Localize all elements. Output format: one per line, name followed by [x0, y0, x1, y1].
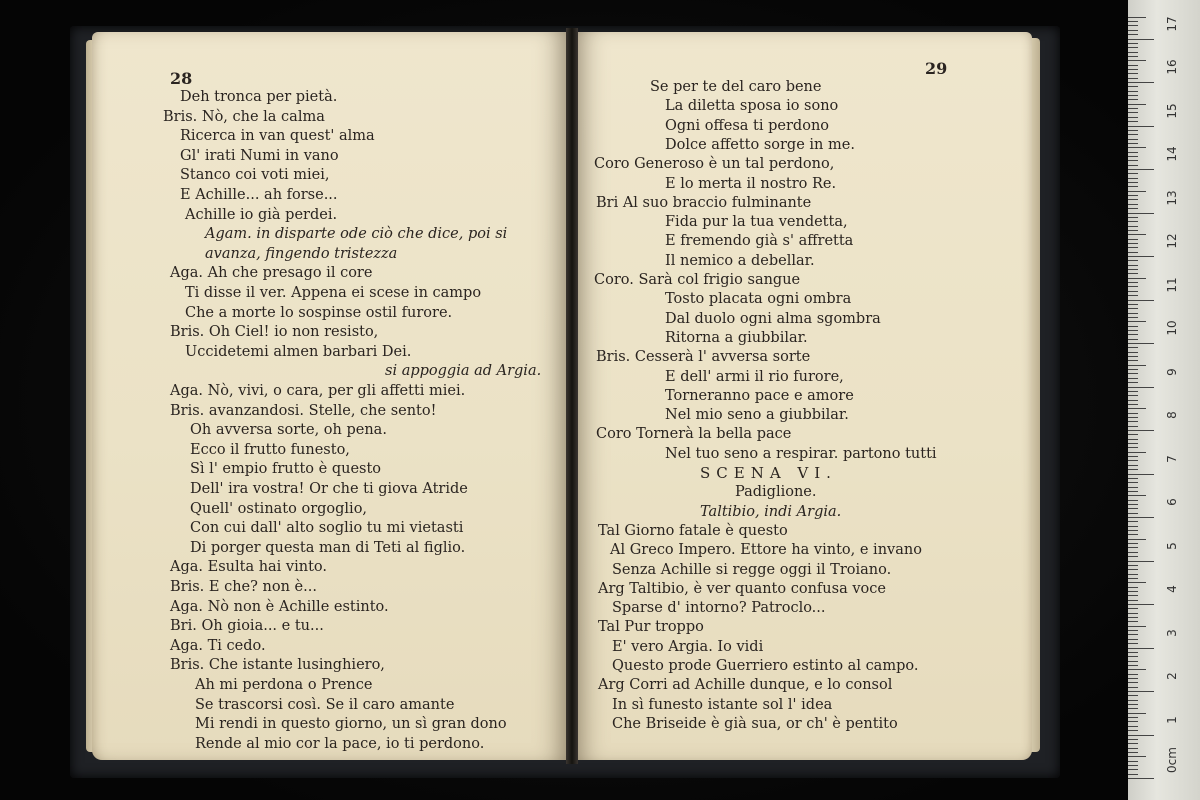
- ruler-tick: [1128, 443, 1138, 444]
- ruler-tick: [1128, 552, 1138, 553]
- ruler-tick: [1128, 591, 1138, 592]
- ruler-tick: [1128, 313, 1138, 314]
- ruler-tick: [1128, 547, 1138, 548]
- ruler-tick: [1128, 278, 1146, 279]
- text-line: Se per te del caro bene: [650, 79, 822, 95]
- text-line: Arg Taltibio, è ver quanto confusa voce: [598, 580, 886, 597]
- ruler-tick: [1128, 95, 1138, 96]
- ruler-tick: [1128, 687, 1138, 688]
- text-line: Bris. Che istante lusinghiero,: [170, 657, 385, 674]
- ruler-tick: [1128, 282, 1138, 283]
- ruler-tick: [1128, 661, 1138, 662]
- ruler-tick: [1128, 487, 1138, 488]
- ruler-tick: [1128, 413, 1138, 414]
- ruler-tick: [1128, 565, 1138, 566]
- ruler-tick: [1128, 130, 1138, 131]
- ruler-label: 3: [1165, 628, 1179, 637]
- text-line: Ricerca in van quest' alma: [180, 128, 375, 145]
- ruler-tick: [1128, 574, 1138, 575]
- ruler-tick: [1128, 56, 1138, 57]
- ruler-tick: [1128, 569, 1138, 570]
- ruler-tick: [1128, 308, 1138, 309]
- ruler-tick: [1128, 447, 1138, 448]
- ruler-tick: [1128, 204, 1138, 205]
- ruler-tick: [1128, 735, 1154, 736]
- ruler-label: 15: [1165, 102, 1179, 119]
- measuring-ruler: [1128, 0, 1200, 800]
- ruler-tick: [1128, 721, 1138, 722]
- ruler-tick: [1128, 421, 1138, 422]
- text-line: Nel tuo seno a respirar. partono tutti: [665, 445, 937, 462]
- ruler-tick: [1128, 752, 1138, 753]
- ruler-tick: [1128, 774, 1138, 775]
- text-line: Torneranno pace e amore: [665, 387, 854, 404]
- ruler-tick: [1128, 634, 1138, 635]
- ruler-tick: [1128, 178, 1138, 179]
- ruler-tick: [1128, 260, 1138, 261]
- ruler-tick: [1128, 208, 1138, 209]
- text-line: avanza, fingendo tristezza: [205, 245, 398, 262]
- ruler-tick: [1128, 317, 1138, 318]
- ruler-tick: [1128, 304, 1138, 305]
- ruler-tick: [1128, 408, 1146, 409]
- ruler-tick: [1128, 713, 1146, 714]
- ruler-tick: [1128, 234, 1146, 235]
- ruler-tick: [1128, 139, 1138, 140]
- ruler-label: 10: [1165, 320, 1179, 336]
- ruler-tick: [1128, 769, 1138, 770]
- ruler-tick: [1128, 369, 1138, 370]
- ruler-tick: [1128, 748, 1138, 749]
- page-number-left: 28: [170, 69, 193, 88]
- ruler-tick: [1128, 347, 1138, 348]
- ruler-tick: [1128, 300, 1154, 301]
- ruler-tick: [1128, 195, 1138, 196]
- ruler-tick: [1128, 169, 1154, 170]
- ruler-tick: [1128, 143, 1138, 144]
- ruler-tick: [1128, 291, 1138, 292]
- ruler-tick: [1128, 430, 1154, 431]
- ruler-tick: [1128, 695, 1138, 696]
- ruler-tick: [1128, 478, 1138, 479]
- text-line: Rende al mio cor la pace, io ti perdono.: [195, 735, 485, 752]
- ruler-tick: [1128, 243, 1138, 244]
- text-line: Ti disse il ver. Appena ei scese in campo: [185, 285, 482, 301]
- ruler-tick: [1128, 252, 1138, 253]
- ruler-tick: [1128, 482, 1138, 483]
- ruler-tick: [1128, 17, 1146, 18]
- text-line: Che Briseide è già sua, or ch' è pentito: [612, 715, 898, 732]
- ruler-tick: [1128, 600, 1138, 601]
- ruler-tick: [1128, 382, 1138, 383]
- text-line: Bri. Oh gioia... e tu...: [170, 618, 324, 635]
- ruler-label: 16: [1165, 59, 1179, 75]
- ruler-tick: [1128, 147, 1146, 148]
- text-line: In sì funesto istante sol l' idea: [612, 696, 833, 713]
- text-line: E' vero Argia. Io vidi: [612, 638, 764, 655]
- ruler-tick: [1128, 521, 1138, 522]
- ruler-label: 6: [1165, 498, 1179, 506]
- ruler-tick: [1128, 456, 1138, 457]
- text-line: E dell' armi il rio furore,: [665, 368, 844, 385]
- text-line: Bris. avanzandosi. Stelle, che sento!: [170, 402, 437, 419]
- ruler-label: 14: [1165, 146, 1179, 162]
- text-line: Uccidetemi almen barbari Dei.: [185, 343, 412, 360]
- ruler-tick: [1128, 495, 1146, 496]
- ruler-tick: [1128, 756, 1146, 757]
- ruler-tick: [1128, 669, 1146, 670]
- ruler-tick: [1128, 678, 1138, 679]
- ruler-tick: [1128, 717, 1138, 718]
- text-line: Aga. Ti cedo.: [170, 637, 266, 654]
- ruler-label: 2: [1165, 672, 1179, 680]
- text-line: Nel mio seno a giubbilar.: [665, 407, 849, 424]
- ruler-tick: [1128, 352, 1138, 353]
- ruler-tick: [1128, 230, 1138, 231]
- text-line: La diletta sposa io sono: [665, 98, 839, 115]
- ruler-tick: [1128, 587, 1138, 588]
- ruler-label: 9: [1165, 367, 1179, 376]
- ruler-tick: [1128, 395, 1138, 396]
- ruler-tick: [1128, 173, 1138, 174]
- ruler-tick: [1128, 326, 1138, 327]
- ruler-tick: [1128, 47, 1138, 48]
- text-line: Al Greco Impero. Ettore ha vinto, e invano: [610, 542, 922, 559]
- text-line: Aga. Esulta hai vinto.: [170, 559, 328, 576]
- ruler-tick: [1128, 152, 1138, 153]
- ruler-tick: [1128, 43, 1138, 44]
- text-line: Bri Al suo braccio fulminante: [596, 194, 812, 211]
- ruler-tick: [1128, 417, 1138, 418]
- ruler-tick: [1128, 156, 1138, 157]
- ruler-tick: [1128, 513, 1138, 514]
- ruler-tick: [1128, 426, 1138, 427]
- text-line: Ritorna a giubbilar.: [665, 329, 808, 346]
- text-line: Aga. Nò non è Achille estinto.: [170, 598, 389, 615]
- ruler-tick: [1128, 500, 1138, 501]
- text-line: Bris. Oh Ciel! io non resisto,: [170, 324, 379, 341]
- ruler-tick: [1128, 630, 1138, 631]
- ruler-tick: [1128, 247, 1138, 248]
- ruler-tick: [1128, 34, 1138, 35]
- ruler-tick: [1128, 365, 1146, 366]
- ruler-tick: [1128, 608, 1138, 609]
- ruler-tick: [1128, 469, 1138, 470]
- text-line: Sì l' empio frutto è questo: [190, 461, 382, 478]
- text-line: Achille io già perdei.: [185, 206, 338, 223]
- ruler-tick: [1128, 656, 1138, 657]
- ruler-tick: [1128, 78, 1138, 79]
- ruler-tick: [1128, 82, 1154, 83]
- ruler-tick: [1128, 534, 1138, 535]
- text-line: Taltibio, indi Argia.: [700, 503, 842, 520]
- ruler-tick: [1128, 126, 1154, 127]
- text-line: Il nemico a debellar.: [665, 252, 815, 269]
- text-line: Bris. E che? non è...: [170, 579, 317, 595]
- ruler-tick: [1128, 730, 1138, 731]
- scene-title: SCENA VI.: [700, 464, 837, 482]
- ruler-tick: [1128, 691, 1154, 692]
- ruler-tick: [1128, 73, 1138, 74]
- ruler-tick: [1128, 543, 1138, 544]
- ruler-tick: [1128, 508, 1138, 509]
- ruler-tick: [1128, 334, 1138, 335]
- text-line: Gl' irati Numi in vano: [180, 147, 339, 164]
- ruler-tick: [1128, 434, 1138, 435]
- ruler-tick: [1128, 86, 1138, 87]
- ruler-tick: [1128, 387, 1154, 388]
- ruler-tick: [1128, 269, 1138, 270]
- ruler-tick: [1128, 704, 1138, 705]
- ruler-tick: [1128, 104, 1146, 105]
- ruler-tick: [1128, 439, 1138, 440]
- ruler-label: 7: [1165, 454, 1179, 463]
- text-line: E Achille... ah forse...: [180, 187, 338, 203]
- ruler-tick: [1128, 221, 1138, 222]
- ruler-tick: [1128, 286, 1138, 287]
- ruler-tick: [1128, 761, 1138, 762]
- ruler-tick: [1128, 217, 1138, 218]
- ruler-tick: [1128, 213, 1154, 214]
- text-line: Padiglione.: [735, 484, 817, 501]
- text-line: Ecco il frutto funesto,: [190, 441, 350, 458]
- ruler-tick: [1128, 25, 1138, 26]
- ruler-tick: [1128, 652, 1138, 653]
- ruler-tick: [1128, 621, 1138, 622]
- ruler-tick: [1128, 504, 1138, 505]
- ruler-tick: [1128, 700, 1138, 701]
- text-line: Coro. Sarà col frigio sangue: [594, 272, 801, 288]
- ruler-tick: [1128, 400, 1138, 401]
- text-line: Se trascorsi così. Se il caro amante: [195, 696, 455, 713]
- ruler-tick: [1128, 182, 1138, 183]
- ruler-tick: [1128, 273, 1138, 274]
- ruler-tick: [1128, 474, 1154, 475]
- ruler-tick: [1128, 91, 1138, 92]
- ruler-tick: [1128, 339, 1138, 340]
- ruler-tick: [1128, 726, 1138, 727]
- text-line: Deh tronca per pietà.: [180, 89, 338, 105]
- ruler-tick: [1128, 226, 1138, 227]
- ruler-tick: [1128, 617, 1138, 618]
- ruler-tick: [1128, 708, 1138, 709]
- text-line: Tal Giorno fatale è questo: [598, 522, 788, 539]
- ruler-tick: [1128, 613, 1138, 614]
- ruler-tick: [1128, 99, 1138, 100]
- ruler-tick: [1128, 539, 1146, 540]
- ruler-label: 0cm: [1165, 747, 1179, 773]
- text-line: Aga. Nò, vivi, o cara, per gli affetti miei.: [170, 383, 466, 399]
- ruler-tick: [1128, 526, 1138, 527]
- ruler-tick: [1128, 582, 1146, 583]
- ruler-tick: [1128, 452, 1146, 453]
- ruler-tick: [1128, 356, 1138, 357]
- ruler-tick: [1128, 465, 1138, 466]
- ruler-tick: [1128, 604, 1154, 605]
- text-line: Di porger questa man di Teti al figlio.: [190, 539, 466, 556]
- ruler-tick: [1128, 765, 1138, 766]
- ruler-tick: [1128, 52, 1138, 53]
- ruler-tick: [1128, 517, 1154, 518]
- ruler-tick: [1128, 595, 1138, 596]
- ruler-tick: [1128, 69, 1138, 70]
- ruler-tick: [1128, 39, 1154, 40]
- ruler-label: 13: [1165, 189, 1179, 206]
- ruler-label: 4: [1165, 585, 1179, 593]
- ruler-tick: [1128, 60, 1146, 61]
- text-line: Mi rendi in questo giorno, un sì gran dono: [195, 716, 507, 733]
- text-line: Tosto placata ogni ombra: [665, 291, 852, 308]
- ruler-tick: [1128, 578, 1138, 579]
- ruler-tick: [1128, 639, 1138, 640]
- text-line: Bris. Nò, che la calma: [163, 108, 325, 125]
- ruler-tick: [1128, 561, 1154, 562]
- ruler-label: 12: [1165, 233, 1179, 249]
- ruler-tick: [1128, 117, 1138, 118]
- text-line: Ah mi perdona o Prence: [195, 677, 373, 693]
- ruler-tick: [1128, 648, 1154, 649]
- ruler-tick: [1128, 321, 1146, 322]
- ruler-tick: [1128, 186, 1138, 187]
- text-line: Sparse d' intorno? Patroclo...: [612, 600, 826, 617]
- ruler-tick: [1128, 108, 1138, 109]
- ruler-tick: [1128, 256, 1154, 257]
- text-line: Stanco coi voti miei,: [180, 167, 330, 184]
- ruler-tick: [1128, 674, 1138, 675]
- text-line: Quell' ostinato orgoglio,: [190, 500, 368, 517]
- ruler-tick: [1128, 739, 1138, 740]
- ruler-tick: [1128, 21, 1138, 22]
- text-line: Coro Generoso è un tal perdono,: [594, 156, 835, 173]
- ruler-tick: [1128, 530, 1138, 531]
- text-line: Arg Corri ad Achille dunque, e lo consol: [598, 677, 893, 694]
- text-line: E fremendo già s' affretta: [665, 233, 854, 250]
- text-line: Agam. in disparte ode ciò che dice, poi si: [205, 226, 508, 243]
- ruler-label: 1: [1165, 715, 1179, 724]
- text-line: Senza Achille si regge oggi il Troiano.: [612, 561, 892, 578]
- ruler-tick: [1128, 165, 1138, 166]
- ruler-tick: [1128, 373, 1138, 374]
- ruler-tick: [1128, 404, 1138, 405]
- ruler-tick: [1128, 112, 1138, 113]
- text-line: Con cui dall' alto soglio tu mi vietasti: [190, 520, 464, 537]
- text-line: Aga. Ah che presago il core: [170, 265, 373, 282]
- ruler-tick: [1128, 391, 1138, 392]
- text-line: Che a morte lo sospinse ostil furore.: [185, 304, 453, 321]
- ruler-tick: [1128, 30, 1138, 31]
- ruler-tick: [1128, 134, 1138, 135]
- ruler-label: 8: [1165, 411, 1179, 419]
- ruler-tick: [1128, 743, 1138, 744]
- text-line: Coro Tornerà la bella pace: [596, 426, 792, 443]
- ruler-tick: [1128, 199, 1138, 200]
- ruler-tick: [1128, 191, 1146, 192]
- text-line: Dal duolo ogni alma sgombra: [665, 310, 881, 327]
- ruler-tick: [1128, 265, 1138, 266]
- ruler-tick: [1128, 121, 1138, 122]
- text-line: E lo merta il nostro Re.: [665, 175, 837, 192]
- page-number-right: 29: [925, 59, 948, 78]
- ruler-tick: [1128, 378, 1138, 379]
- ruler-tick: [1128, 330, 1138, 331]
- ruler-tick: [1128, 295, 1138, 296]
- ruler-tick: [1128, 360, 1138, 361]
- ruler-tick: [1128, 778, 1154, 779]
- ruler-tick: [1128, 682, 1138, 683]
- ruler-tick: [1128, 343, 1154, 344]
- ruler-tick: [1128, 491, 1138, 492]
- ruler-tick: [1128, 665, 1138, 666]
- text-line: Bris. Cesserà l' avversa sorte: [596, 349, 811, 366]
- ruler-label: 5: [1165, 541, 1179, 550]
- ruler-tick: [1128, 556, 1138, 557]
- ruler-tick: [1128, 643, 1138, 644]
- ruler-tick: [1128, 65, 1138, 66]
- text-line: si appoggia ad Argia.: [385, 363, 542, 380]
- text-line: Dell' ira vostra! Or che ti giova Atride: [190, 481, 468, 497]
- ruler-label: 11: [1165, 276, 1179, 293]
- text-line: Fida pur la tua vendetta,: [665, 214, 848, 231]
- ruler-tick: [1128, 160, 1138, 161]
- ruler-tick: [1128, 626, 1146, 627]
- text-line: Questo prode Guerriero estinto al campo.: [612, 658, 919, 674]
- ruler-tick: [1128, 239, 1138, 240]
- text-line: Tal Pur troppo: [598, 619, 704, 636]
- book-gutter: [566, 28, 578, 764]
- text-line: Oh avversa sorte, oh pena.: [190, 422, 387, 439]
- ruler-tick: [1128, 460, 1138, 461]
- ruler-label: 17: [1165, 15, 1179, 32]
- text-line: Dolce affetto sorge in me.: [665, 136, 855, 153]
- text-line: Ogni offesa ti perdono: [665, 117, 830, 134]
